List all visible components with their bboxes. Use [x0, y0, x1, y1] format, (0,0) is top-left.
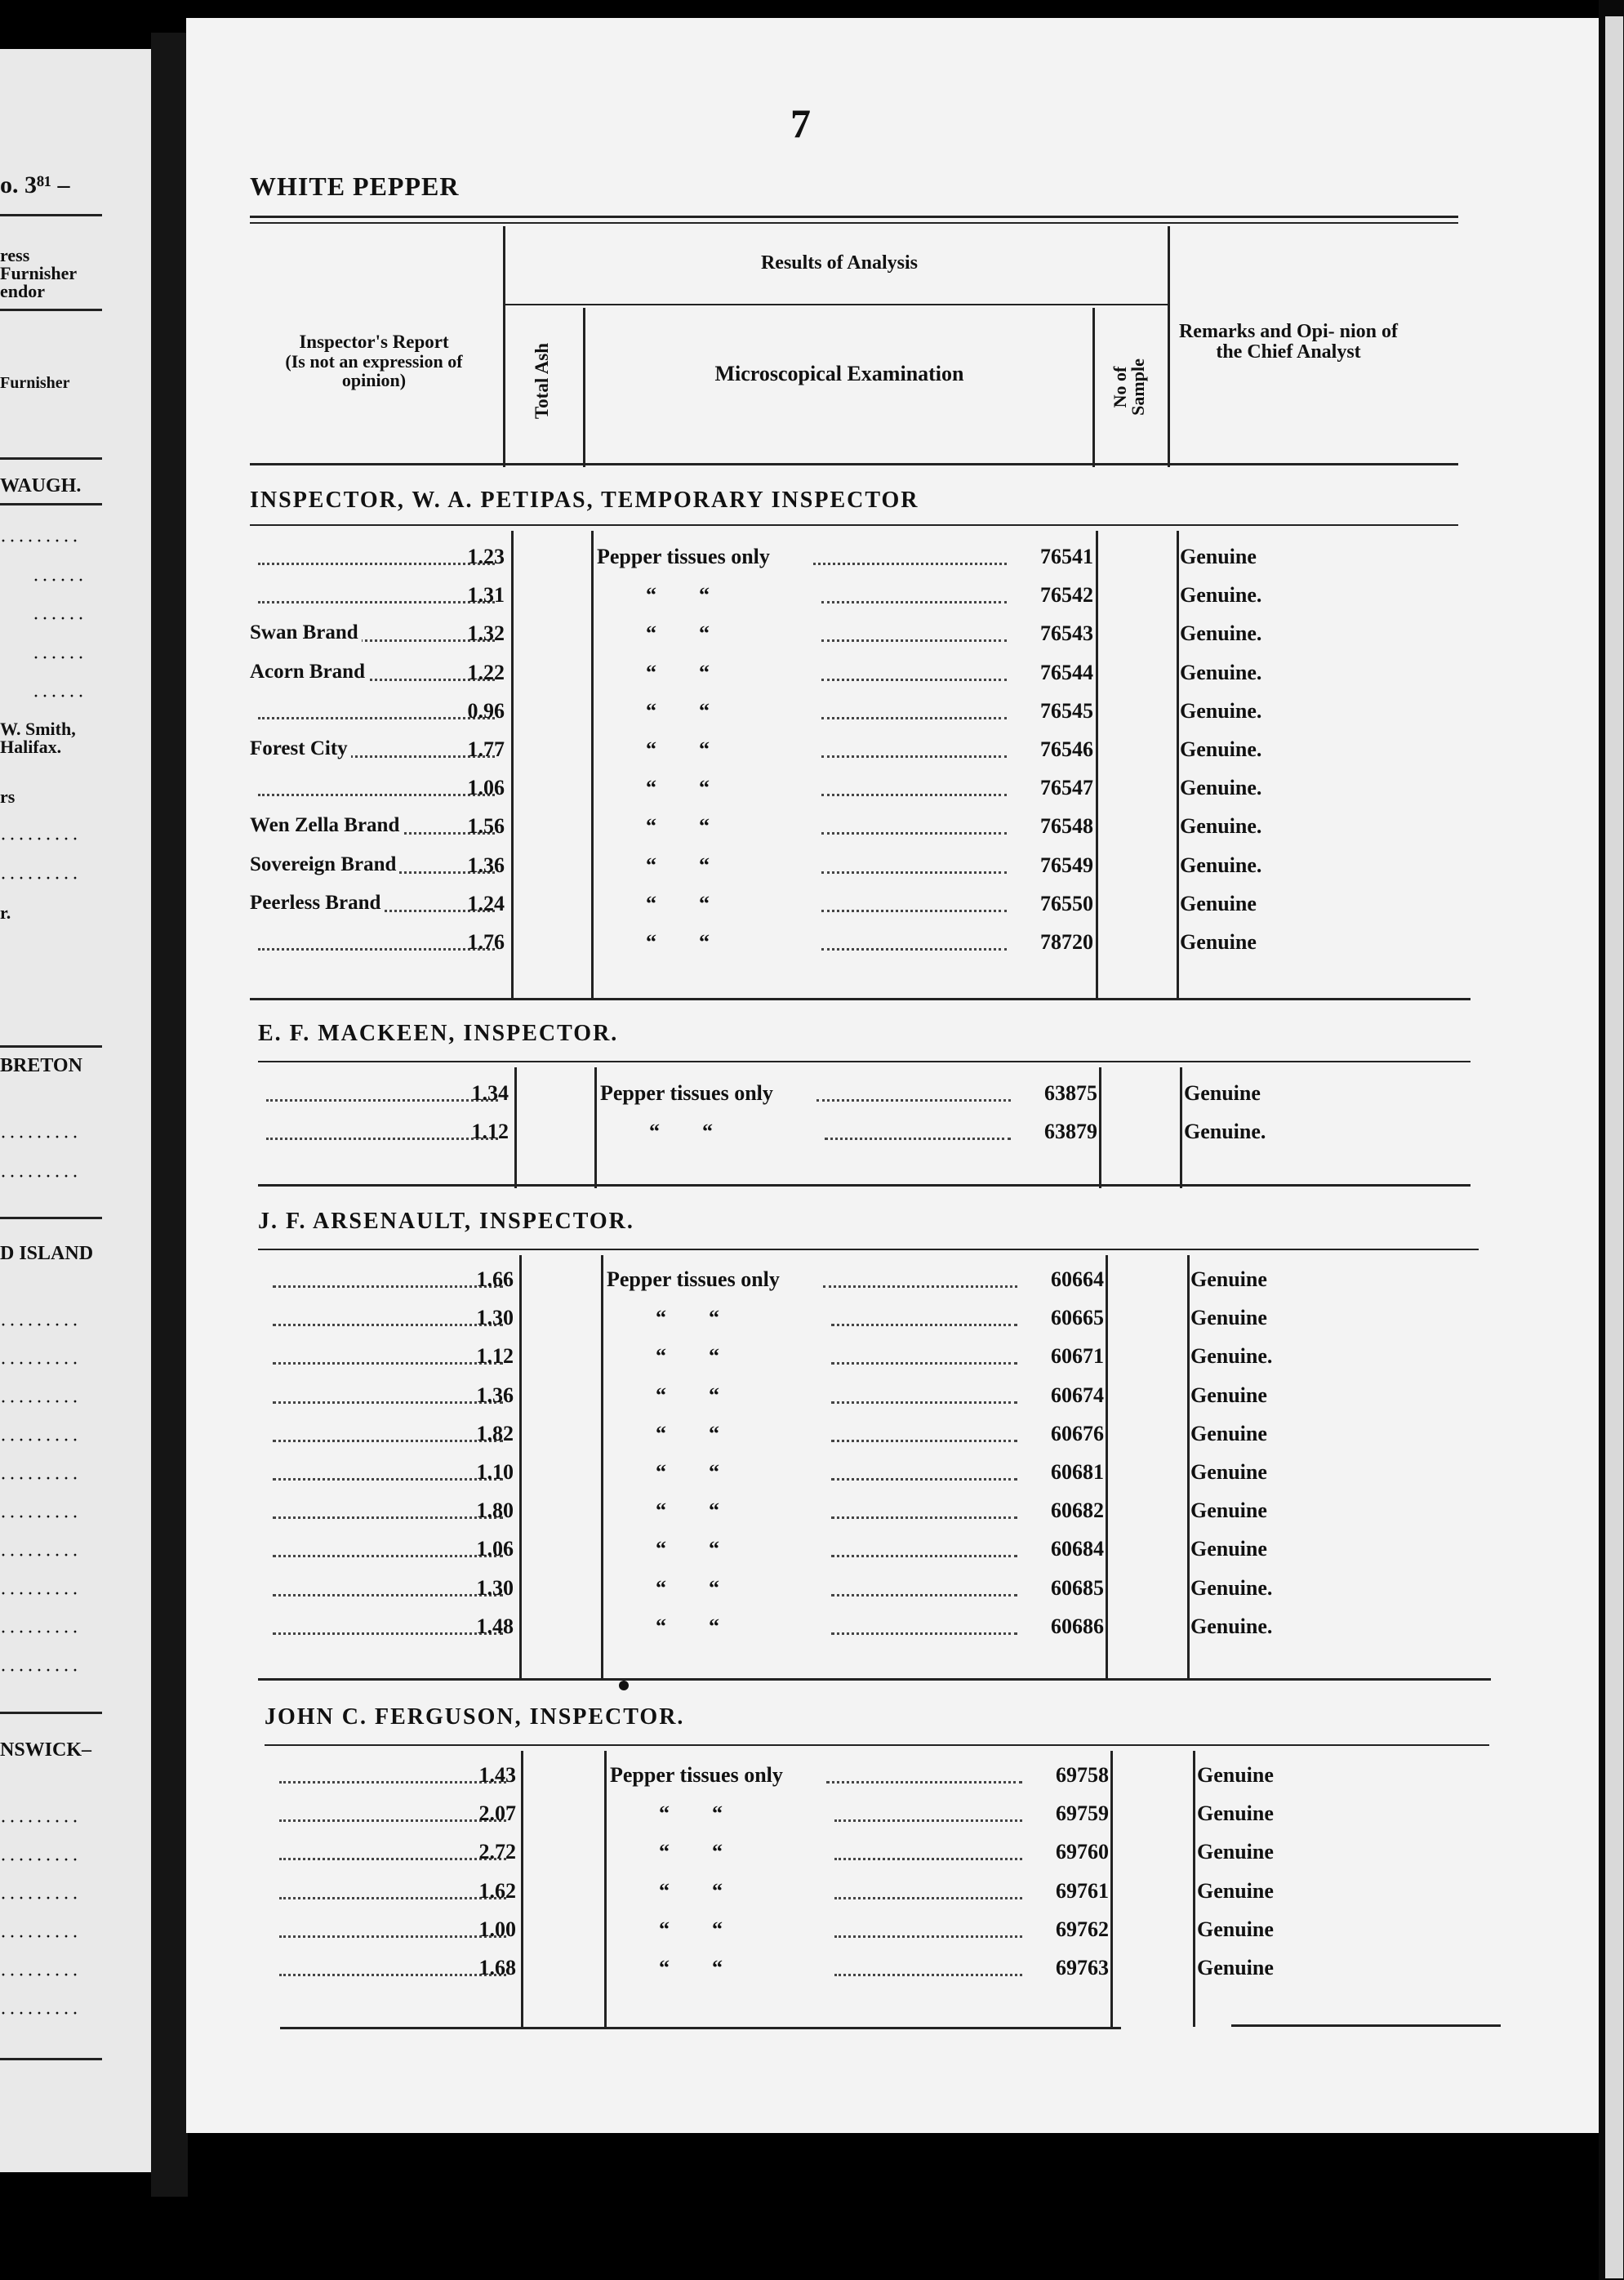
leader-dots [821, 717, 1007, 719]
left-fragment-text: r. [0, 902, 11, 923]
ditto-marks: “ “ [656, 1576, 719, 1600]
column-divider [1180, 1067, 1182, 1188]
leader-dots: ········· [0, 1545, 81, 1566]
total-ash-value: 1.23 [467, 545, 505, 568]
sample-number: 76544 [1040, 661, 1093, 684]
section-rule [265, 1744, 1489, 1746]
leader-dots: ········· [0, 1353, 81, 1374]
total-ash-value: 1.22 [467, 661, 505, 684]
leader-dots: ······ [33, 686, 87, 707]
column-divider [1106, 1255, 1108, 1680]
remark-text: Genuine [1190, 1537, 1267, 1561]
remark-text: Genuine [1180, 892, 1257, 915]
table-bottom-rule [280, 2027, 1121, 2029]
header-bottom-rule [250, 463, 1458, 465]
divider [0, 457, 102, 460]
total-ash-value: 1.62 [478, 1879, 516, 1903]
microscopical-exam-text: Pepper tissues only [607, 1267, 780, 1291]
brand-label: Swan Brand [250, 621, 362, 643]
brand-label: Wen Zella Brand [250, 814, 403, 836]
inspector-report-brand [250, 661, 368, 684]
total-ash-value: 1.68 [478, 1956, 516, 1979]
remark-text: Genuine. [1190, 1614, 1273, 1638]
leader-dots [821, 601, 1007, 603]
remark-text: Genuine. [1190, 1576, 1273, 1600]
remark-text: Genuine [1190, 1460, 1267, 1484]
remark-text: Genuine [1190, 1306, 1267, 1329]
remark-text: Genuine. [1180, 699, 1262, 723]
leader-dots [821, 948, 1007, 951]
leader-dots [821, 832, 1007, 835]
remark-text: Genuine [1197, 1801, 1274, 1825]
remark-text: Genuine [1190, 1383, 1267, 1407]
leader-dots [821, 794, 1007, 796]
total-ash-value: 1.12 [476, 1344, 514, 1368]
sample-number: 69762 [1056, 1917, 1109, 1941]
leader-dots: ········· [0, 1660, 81, 1681]
total-ash-value: 2.07 [478, 1801, 516, 1825]
column-divider [503, 226, 505, 467]
column-divider [591, 531, 594, 1000]
section-rule [250, 524, 1458, 526]
microscopical-exam-text: Pepper tissues only [597, 545, 770, 568]
leader-dots [834, 1897, 1022, 1899]
remark-text: Genuine. [1180, 583, 1262, 607]
brand-label: Sovereign Brand [250, 853, 399, 875]
remark-text: Genuine. [1184, 1120, 1266, 1143]
leader-dots: ········· [0, 1507, 81, 1528]
remark-text: Genuine. [1180, 814, 1262, 838]
total-ash-value: 1.66 [476, 1267, 514, 1291]
ditto-marks: “ “ [646, 621, 710, 645]
leader-dots: ······ [33, 648, 87, 669]
sample-number: 60685 [1051, 1576, 1104, 1600]
remark-text: Genuine. [1190, 1344, 1273, 1368]
total-ash-value: 1.82 [476, 1422, 514, 1445]
leader-dots [831, 1478, 1017, 1481]
leader-dots: ········· [0, 1965, 81, 1986]
inspector-report-brand [250, 814, 403, 837]
leader-dots [816, 1099, 1011, 1102]
ditto-marks: “ “ [646, 930, 710, 954]
leader-dots: ········· [0, 1888, 81, 1909]
sample-number: 76547 [1040, 776, 1093, 799]
ditto-marks: “ “ [656, 1460, 719, 1484]
header-subrule [505, 304, 1168, 305]
leader-dots: ········· [0, 1622, 81, 1643]
main-page [186, 18, 1599, 2133]
brand-label: Peerless Brand [250, 892, 384, 914]
total-ash-value: 1.24 [467, 892, 505, 915]
divider [0, 2058, 102, 2060]
column-divider [511, 531, 514, 1000]
total-ash-value: 1.56 [467, 814, 505, 838]
column-divider [594, 1067, 597, 1188]
leader-dots: ········· [0, 2003, 81, 2024]
divider [0, 214, 102, 216]
total-ash-value: 1.12 [471, 1120, 509, 1143]
remark-text: Genuine. [1180, 853, 1262, 877]
sample-number: 69759 [1056, 1801, 1109, 1825]
total-ash-value: 1.36 [467, 853, 505, 877]
divider [0, 1217, 102, 1219]
leader-dots [834, 1819, 1022, 1822]
leader-dots [831, 1555, 1017, 1557]
column-header-inspector-report [251, 332, 496, 390]
total-ash-value: 1.00 [478, 1917, 516, 1941]
total-ash-value: 1.36 [476, 1383, 514, 1407]
column-divider [1099, 1067, 1101, 1188]
section-rule [258, 1061, 1470, 1062]
divider [0, 503, 102, 505]
column-header-results-of-analysis: Results of Analysis [760, 252, 919, 274]
leader-dots: ········· [0, 868, 81, 889]
remark-text: Genuine [1190, 1267, 1267, 1291]
leader-dots: ········· [0, 1811, 81, 1832]
inspector-heading: INSPECTOR, W. A. PETIPAS, TEMPORARY INSPECTOR [250, 488, 919, 513]
sample-number: 69761 [1056, 1879, 1109, 1903]
total-ash-value: 1.31 [467, 583, 505, 607]
leader-dots [826, 1781, 1022, 1783]
left-facing-page [0, 49, 151, 2172]
leader-dots [831, 1594, 1017, 1596]
ditto-marks: “ “ [646, 737, 710, 761]
leader-dots [821, 639, 1007, 642]
leader-dots [821, 679, 1007, 681]
leader-dots [813, 563, 1007, 565]
divider [0, 1712, 102, 1714]
column-divider [521, 1751, 523, 2027]
book-gutter [151, 33, 188, 2197]
leader-dots: ········· [0, 1127, 81, 1148]
leader-dots [821, 755, 1007, 758]
column-header-remarks: Remarks and Opi- nion of the Chief Analyst [1178, 321, 1399, 363]
divider [0, 1045, 102, 1048]
column-divider [1092, 308, 1095, 467]
sample-number: 69763 [1056, 1956, 1109, 1979]
sample-number: 69760 [1056, 1840, 1109, 1864]
sample-number: 76549 [1040, 853, 1093, 877]
ditto-marks: “ “ [659, 1801, 723, 1825]
inspector-report-brand [250, 621, 362, 644]
ditto-marks: “ “ [646, 776, 710, 799]
total-ash-value: 1.80 [476, 1498, 514, 1522]
column-divider [1187, 1255, 1190, 1680]
sample-number: 69758 [1056, 1763, 1109, 1787]
total-ash-value: 1.48 [476, 1614, 514, 1638]
ditto-marks: “ “ [656, 1306, 719, 1329]
column-divider [514, 1067, 517, 1188]
table-top-rule [250, 216, 1458, 218]
column-divider [519, 1255, 522, 1680]
leader-dots: ········· [0, 1430, 81, 1451]
leader-dots [821, 871, 1007, 874]
remark-text: Genuine. [1180, 776, 1262, 799]
next-page-edge [1605, 16, 1623, 2278]
ditto-marks: “ “ [659, 1879, 723, 1903]
ditto-marks: “ “ [656, 1498, 719, 1522]
ditto-marks: “ “ [646, 661, 710, 684]
inspector-report-brand [250, 853, 399, 876]
left-fragment-text: W. Smith, [0, 719, 76, 739]
sample-number: 60676 [1051, 1422, 1104, 1445]
ink-dot [619, 1681, 629, 1690]
remark-text: Genuine [1180, 930, 1257, 954]
total-ash-value: 1.34 [471, 1081, 509, 1105]
table-top-rule [250, 222, 1458, 224]
ditto-marks: “ “ [646, 892, 710, 915]
leader-dots [834, 1974, 1022, 1976]
sample-number: 60674 [1051, 1383, 1104, 1407]
left-section-label: NSWICK– [0, 1739, 92, 1761]
header-text: Inspector's Report [299, 332, 449, 352]
column-divider [583, 308, 585, 467]
total-ash-value: 1.10 [476, 1460, 514, 1484]
sample-number: 60671 [1051, 1344, 1104, 1368]
total-ash-value: 1.32 [467, 621, 505, 645]
leader-dots: ······ [33, 570, 87, 591]
brand-label: Acorn Brand [250, 661, 368, 683]
column-divider [1096, 531, 1098, 1000]
sample-number: 63875 [1044, 1081, 1097, 1105]
sample-number: 60684 [1051, 1537, 1104, 1561]
left-fragment-text: rs [0, 786, 16, 807]
sample-number: 60664 [1051, 1267, 1104, 1291]
ditto-marks: “ “ [656, 1344, 719, 1368]
column-divider [1193, 1751, 1195, 2027]
total-ash-value: 1.30 [476, 1576, 514, 1600]
leader-dots: ········· [0, 1583, 81, 1605]
ditto-marks: “ “ [646, 814, 710, 838]
right-margin [1599, 0, 1624, 2280]
column-divider [604, 1751, 607, 2027]
leader-dots [831, 1362, 1017, 1365]
ditto-marks: “ “ [656, 1422, 719, 1445]
column-divider [1110, 1751, 1113, 2027]
remark-text: Genuine. [1180, 661, 1262, 684]
sample-number: 76541 [1040, 545, 1093, 568]
column-divider [601, 1255, 603, 1680]
column-header-total-ash: Total Ash [532, 342, 552, 420]
section-bottom-rule [250, 998, 1470, 1000]
remark-text: Genuine [1197, 1840, 1274, 1864]
sample-number: 76546 [1040, 737, 1093, 761]
remark-text: Genuine. [1180, 737, 1262, 761]
column-header-sample-number: No of Sample [1110, 358, 1148, 416]
leader-dots [831, 1632, 1017, 1635]
left-header-line: Furnisher [0, 263, 78, 283]
remark-text: Genuine [1197, 1956, 1274, 1979]
left-fragment-text: Halifax. [0, 737, 62, 757]
sample-number: 60681 [1051, 1460, 1104, 1484]
header-note: (Is not an expression of opinion) [285, 351, 463, 391]
leader-dots [834, 1858, 1022, 1860]
leader-dots: ········· [0, 1850, 81, 1871]
inspector-heading: E. F. MACKEEN, INSPECTOR. [258, 1021, 619, 1046]
ditto-marks: “ “ [659, 1956, 723, 1979]
brand-label: Forest City [250, 737, 351, 759]
ditto-marks: “ “ [659, 1917, 723, 1941]
ditto-marks: “ “ [646, 699, 710, 723]
left-header-line: ress [0, 245, 30, 265]
microscopical-exam-text: Pepper tissues only [610, 1763, 783, 1787]
page-title: WHITE PEPPER [250, 171, 460, 201]
left-furnisher-label: Furnisher [0, 374, 70, 392]
sample-number: 76545 [1040, 699, 1093, 723]
sample-number: 60665 [1051, 1306, 1104, 1329]
left-section-label: WAUGH. [0, 475, 82, 497]
sample-number: 76543 [1040, 621, 1093, 645]
remark-text: Genuine. [1180, 621, 1262, 645]
leader-dots: ········· [0, 531, 81, 552]
inspector-report-brand [250, 737, 351, 760]
leader-dots: ········· [0, 1392, 81, 1413]
sample-number: 60682 [1051, 1498, 1104, 1522]
column-divider [1177, 531, 1179, 1000]
leader-dots [825, 1138, 1011, 1140]
table-bottom-rule [1231, 2024, 1501, 2027]
total-ash-value: 1.30 [476, 1306, 514, 1329]
section-bottom-rule [258, 1184, 1470, 1187]
sample-number: 76550 [1040, 892, 1093, 915]
inspector-report-brand [250, 892, 384, 915]
leader-dots: ········· [0, 1315, 81, 1336]
total-ash-value: 1.76 [467, 930, 505, 954]
ditto-marks: “ “ [649, 1120, 713, 1143]
left-section-label: BRETON [0, 1055, 82, 1076]
leader-dots: ········· [0, 1166, 81, 1187]
total-ash-value: 1.77 [467, 737, 505, 761]
ditto-marks: “ “ [656, 1537, 719, 1561]
total-ash-value: 1.06 [467, 776, 505, 799]
section-rule [258, 1249, 1479, 1250]
microscopical-exam-text: Pepper tissues only [600, 1081, 773, 1105]
column-header-microscopical-examination: Microscopical Examination [714, 362, 964, 385]
leader-dots: ········· [0, 1468, 81, 1490]
inspector-heading: J. F. ARSENAULT, INSPECTOR. [258, 1209, 634, 1234]
remark-text: Genuine [1184, 1081, 1261, 1105]
leader-dots [831, 1516, 1017, 1519]
ditto-marks: “ “ [656, 1383, 719, 1407]
leader-dots [821, 910, 1007, 912]
leader-dots [831, 1440, 1017, 1442]
sample-number: 76542 [1040, 583, 1093, 607]
remark-text: Genuine [1180, 545, 1257, 568]
total-ash-value: 2.72 [478, 1840, 516, 1864]
sample-number: 63879 [1044, 1120, 1097, 1143]
ditto-marks: “ “ [646, 583, 710, 607]
sample-number: 60686 [1051, 1614, 1104, 1638]
leader-dots [831, 1401, 1017, 1404]
leader-dots [834, 1935, 1022, 1938]
ditto-marks: “ “ [646, 853, 710, 877]
leader-dots [823, 1285, 1017, 1288]
page-number: 7 [790, 100, 811, 146]
remark-text: Genuine [1197, 1763, 1274, 1787]
left-section-label: D ISLAND [0, 1243, 94, 1264]
leader-dots: ········· [0, 1926, 81, 1948]
column-divider [1168, 226, 1170, 467]
left-page-number-fragment: o. 3⁸¹ – [0, 171, 70, 198]
divider [0, 309, 102, 311]
leader-dots: ········· [0, 829, 81, 850]
ditto-marks: “ “ [659, 1840, 723, 1864]
inspector-heading: JOHN C. FERGUSON, INSPECTOR. [265, 1704, 685, 1730]
remark-text: Genuine [1197, 1879, 1274, 1903]
left-header-line: endor [0, 281, 45, 301]
leader-dots: ······ [33, 608, 87, 630]
remark-text: Genuine [1190, 1422, 1267, 1445]
total-ash-value: 1.43 [478, 1763, 516, 1787]
ditto-marks: “ “ [656, 1614, 719, 1638]
remark-text: Genuine [1197, 1917, 1274, 1941]
section-bottom-rule [258, 1678, 1491, 1681]
remark-text: Genuine [1190, 1498, 1267, 1522]
total-ash-value: 1.06 [476, 1537, 514, 1561]
sample-number: 76548 [1040, 814, 1093, 838]
sample-number: 78720 [1040, 930, 1093, 954]
leader-dots [831, 1324, 1017, 1326]
total-ash-value: 0.96 [467, 699, 505, 723]
